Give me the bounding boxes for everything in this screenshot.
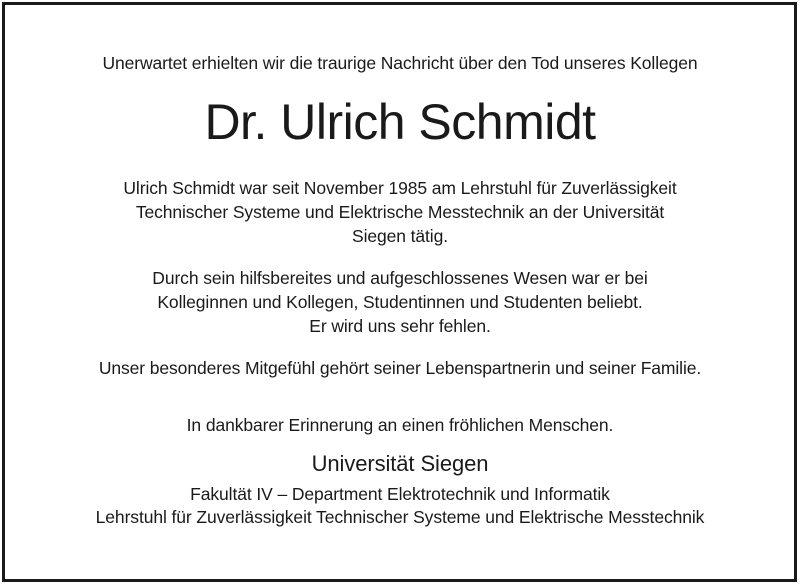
memory-text: In dankbarer Erinnerung an einen fröhlichen Menschen.	[186, 415, 614, 435]
paragraph-line: Kolleginnen und Kollegen, Studentinnen und Studenten beliebt.	[157, 292, 643, 312]
paragraph-line: Siegen tätig.	[352, 226, 448, 246]
paragraph-line: Durch sein hilfsbereites und aufgeschlossenes Wesen war er bei	[152, 268, 648, 288]
paragraph-line: Unser besonderes Mitgefühl gehört seiner Lebenspartnerin und seiner Familie.	[98, 358, 702, 378]
paragraph-career	[0, 176, 800, 248]
paragraph-line: Ulrich Schmidt war seit November 1985 am Lehrstuhl für Zuverlässigkeit	[123, 178, 677, 198]
faculty-name: Fakultät IV – Department Elektrotechnik und Informatik	[190, 484, 610, 504]
chair-name: Lehrstuhl für Zuverlässigkeit Technischer Systeme und Elektrische Messtechnik	[95, 507, 705, 527]
intro-text: Unerwartet erhielten wir die traurige Nachricht über den Tod unseres Kollegen	[102, 53, 698, 73]
deceased-name: Dr. Ulrich Schmidt	[204, 94, 596, 150]
paragraph-character	[0, 266, 800, 338]
paragraph-condolence	[0, 356, 800, 380]
university-name: Universität Siegen	[311, 451, 489, 476]
paragraph-line: Er wird uns sehr fehlen.	[309, 316, 491, 336]
paragraph-line: Technischer Systeme und Elektrische Messtechnik an der Universität	[135, 202, 665, 222]
